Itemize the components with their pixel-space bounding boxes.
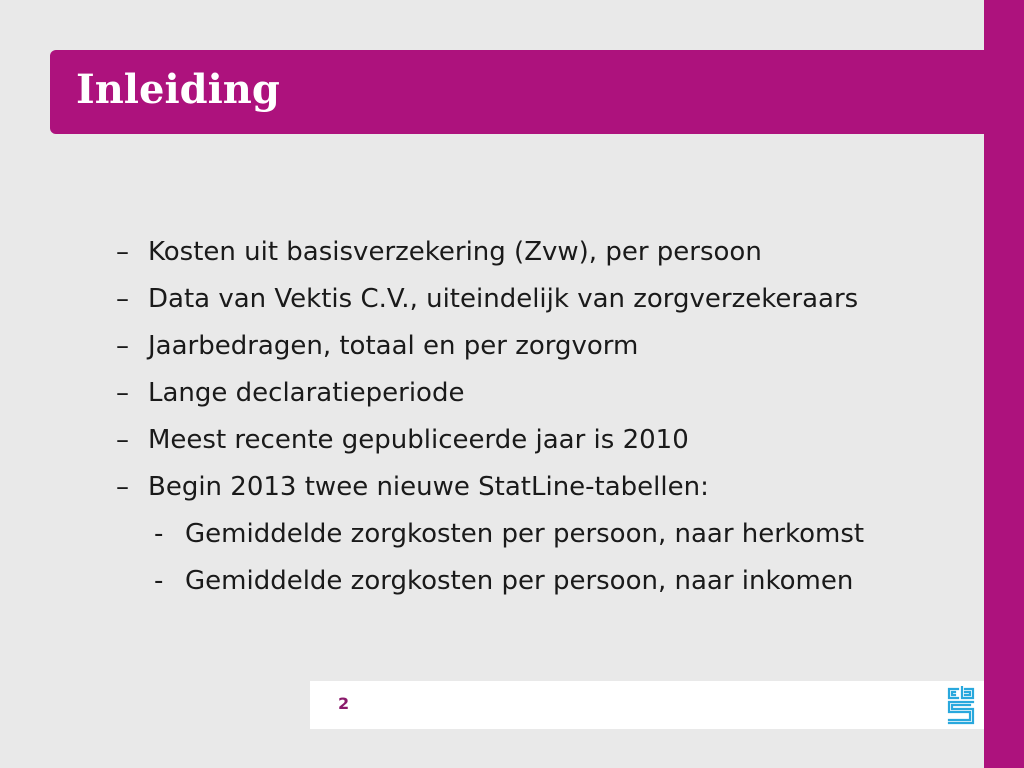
bullet-marker: – [116,378,129,408]
bullet-text: Jaarbedragen, totaal en per zorgvorm [148,331,639,361]
bullet-text: Begin 2013 twee nieuwe StatLine-tabellen: [148,472,709,502]
cbs-logo-icon [946,686,976,726]
sub-bullet-marker: - [154,519,164,549]
sub-bullet-text: Gemiddelde zorgkosten per persoon, naar inkomen [185,566,854,596]
bullet-marker: – [116,425,129,455]
bullet-marker: – [116,472,129,502]
bullet-text: Lange declaratieperiode [148,378,465,408]
bullet-text: Kosten uit basisverzekering (Zvw), per persoon [148,237,762,267]
bullet-marker: – [116,237,129,267]
bullet-text: Meest recente gepubliceerde jaar is 2010 [148,425,689,455]
footer-bar [310,681,984,729]
bullet-text: Data van Vektis C.V., uiteindelijk van zorgverzekeraars [148,284,859,314]
page-number: 2 [338,694,350,713]
sub-bullet-marker: - [154,566,164,596]
slide-title: Inleiding [76,66,280,113]
bullet-marker: – [116,331,129,361]
bullet-marker: – [116,284,129,314]
right-accent-band [984,0,1024,768]
title-bar [50,50,984,134]
sub-bullet-text: Gemiddelde zorgkosten per persoon, naar herkomst [185,519,865,549]
